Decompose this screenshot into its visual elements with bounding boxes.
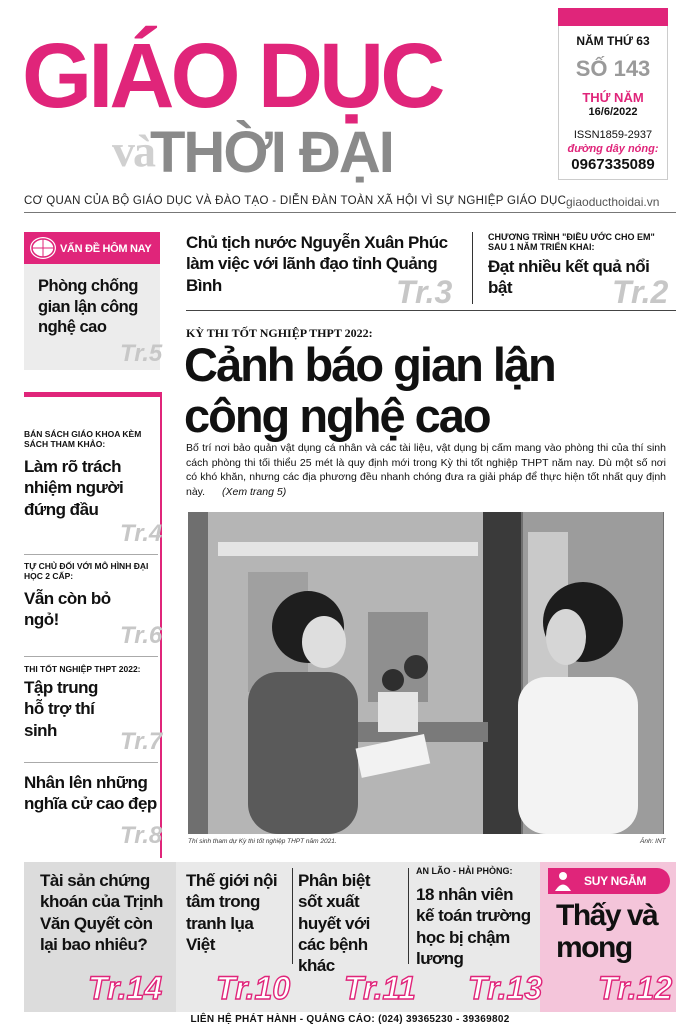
left-divider-3 xyxy=(24,762,158,763)
logo-main: GIÁO DỤC xyxy=(22,25,442,127)
bottom-divider-1 xyxy=(292,868,293,964)
left-item-4-title[interactable]: Nhân lên những nghĩa cử cao đẹp xyxy=(24,773,157,814)
main-see-page[interactable]: (Xem trang 5) xyxy=(222,486,287,499)
bottom-5-title[interactable]: Thấy và mong xyxy=(556,899,658,964)
issue-date: 16/6/2022 xyxy=(588,106,638,118)
tagline: CƠ QUAN CỦA BỘ GIÁO DỤC VÀ ĐÀO TẠO - DIỄN ĐÀN TOÀN XÃ HỘI VÌ SỰ NGHIỆP GIÁO DỤC xyxy=(24,195,567,207)
bottom-5-page[interactable]: Tr.12 xyxy=(598,970,673,1006)
main-headline[interactable]: Cảnh báo gian lận công nghệ cao xyxy=(184,338,555,442)
issue-box-page[interactable]: Tr.5 xyxy=(120,340,163,367)
left-item-2-title[interactable]: Vẫn còn bỏ ngỏ! xyxy=(24,589,111,630)
issue-year: NĂM THỨ 63 xyxy=(576,34,650,48)
main-lead xyxy=(186,441,666,500)
footer-contact: LIÊN HỆ PHÁT HÀNH - QUẢNG CÁO: (024) 39365230 - 39369802 xyxy=(190,1014,510,1025)
masthead-rule xyxy=(24,212,676,213)
left-item-1-title[interactable]: Làm rõ trách nhiệm người đứng đầu xyxy=(24,457,124,519)
left-divider-1 xyxy=(24,554,158,555)
top-story-a-title[interactable]: Chủ tịch nước Nguyễn Xuân Phúc làm việc với lãnh đạo tỉnh Quảng Bình xyxy=(186,233,448,295)
hotline-label: đường dây nóng: xyxy=(567,143,659,155)
left-item-2-kicker: TỰ CHỦ ĐỐI VỚI MÔ HÌNH ĐẠI HỌC 2 CẤP: xyxy=(24,561,149,581)
left-item-2-page[interactable]: Tr.6 xyxy=(120,622,163,649)
issue-info-bar xyxy=(558,8,668,26)
top-story-b-kicker: CHƯƠNG TRÌNH "ĐIỀU ƯỚC CHO EM" SAU 1 NĂM TRIỂN KHAI: xyxy=(488,232,655,253)
main-photo xyxy=(188,512,664,834)
issue-box-label: VẤN ĐỀ HÔM NAY xyxy=(60,243,152,255)
reflection-label: SUY NGẪM xyxy=(584,874,647,888)
top-story-a-page[interactable]: Tr.3 xyxy=(396,274,453,310)
left-item-4-page[interactable]: Tr.8 xyxy=(120,822,163,849)
issue-weekday: THỨ NĂM xyxy=(582,90,644,105)
logo-va: và xyxy=(112,125,154,176)
photo-caption: Thí sinh tham dự Kỳ thi tốt nghiệp THPT năm 2021. xyxy=(188,838,337,845)
left-item-1-page[interactable]: Tr.4 xyxy=(120,520,163,547)
bottom-4-title[interactable]: 18 nhân viên kế toán trường học bị chậm lương xyxy=(416,885,531,968)
left-item-3-title[interactable]: Tập trung hỗ trợ thí sinh xyxy=(24,678,98,740)
left-item-3-page[interactable]: Tr.7 xyxy=(120,728,163,755)
main-lead-text: Bố trí nơi bảo quản vật dụng cá nhân và các tài liệu, vật dụng bị cấm mang vào phòng thi của thí sinh cách phòng thi tối thiểu 25 mét là quy định mới trong Kỳ thi tốt nghiệp THPT năm nay. Dù một số nơi có khó khăn, nhưng các địa phương đều nhanh chóng đưa ra giải pháp để thực hiện tốt nhất quy định này. xyxy=(186,442,666,499)
bottom-3-title[interactable]: Phân biệt sốt xuất huyết với các bệnh khác xyxy=(298,871,371,975)
exam-room-photo-icon xyxy=(188,512,664,834)
top-news-rule xyxy=(186,310,676,311)
left-pink-rule xyxy=(24,392,160,397)
bottom-3-page[interactable]: Tr.11 xyxy=(344,970,416,1006)
bottom-4-kicker: AN LÃO - HẢI PHÒNG: xyxy=(416,866,513,876)
bottom-2-page[interactable]: Tr.10 xyxy=(216,970,291,1006)
logo-sub: THỜI ĐẠI xyxy=(150,120,393,185)
issue-globe-icon xyxy=(30,237,56,259)
main-kicker: KỲ THI TỐT NGHIỆP THPT 2022: xyxy=(186,326,373,340)
left-item-1-kicker: BÁN SÁCH GIÁO KHOA KÈM SÁCH THAM KHẢO: xyxy=(24,429,142,449)
reflection-person-icon xyxy=(552,870,574,892)
issue-number: SỐ 143 xyxy=(575,56,651,81)
issue-box-title[interactable]: Phòng chống gian lận công nghệ cao xyxy=(38,277,138,337)
bottom-1-title[interactable]: Tài sản chứng khoán của Trịnh Văn Quyết còn lại bao nhiêu? xyxy=(40,871,163,954)
bottom-4-page[interactable]: Tr.13 xyxy=(468,970,543,1006)
bottom-2-title[interactable]: Thế giới nội tâm trong tranh lụa Việt xyxy=(186,871,278,954)
top-story-b-title[interactable]: Đạt nhiều kết quả nổi bật xyxy=(488,257,650,298)
issn: ISSN1859-2937 xyxy=(573,129,653,141)
photo-credit: Ảnh: INT xyxy=(640,838,666,845)
left-item-3-kicker: THI TỐT NGHIỆP THPT 2022: xyxy=(24,664,141,674)
top-story-b-page[interactable]: Tr.2 xyxy=(612,274,669,310)
left-divider-2 xyxy=(24,656,158,657)
bottom-divider-2 xyxy=(408,868,409,964)
bottom-1-page[interactable]: Tr.14 xyxy=(88,970,163,1006)
column-divider xyxy=(472,232,473,304)
hotline-number: 0967335089 xyxy=(571,156,655,173)
website-link[interactable]: giaoducthoidai.vn xyxy=(566,195,660,209)
